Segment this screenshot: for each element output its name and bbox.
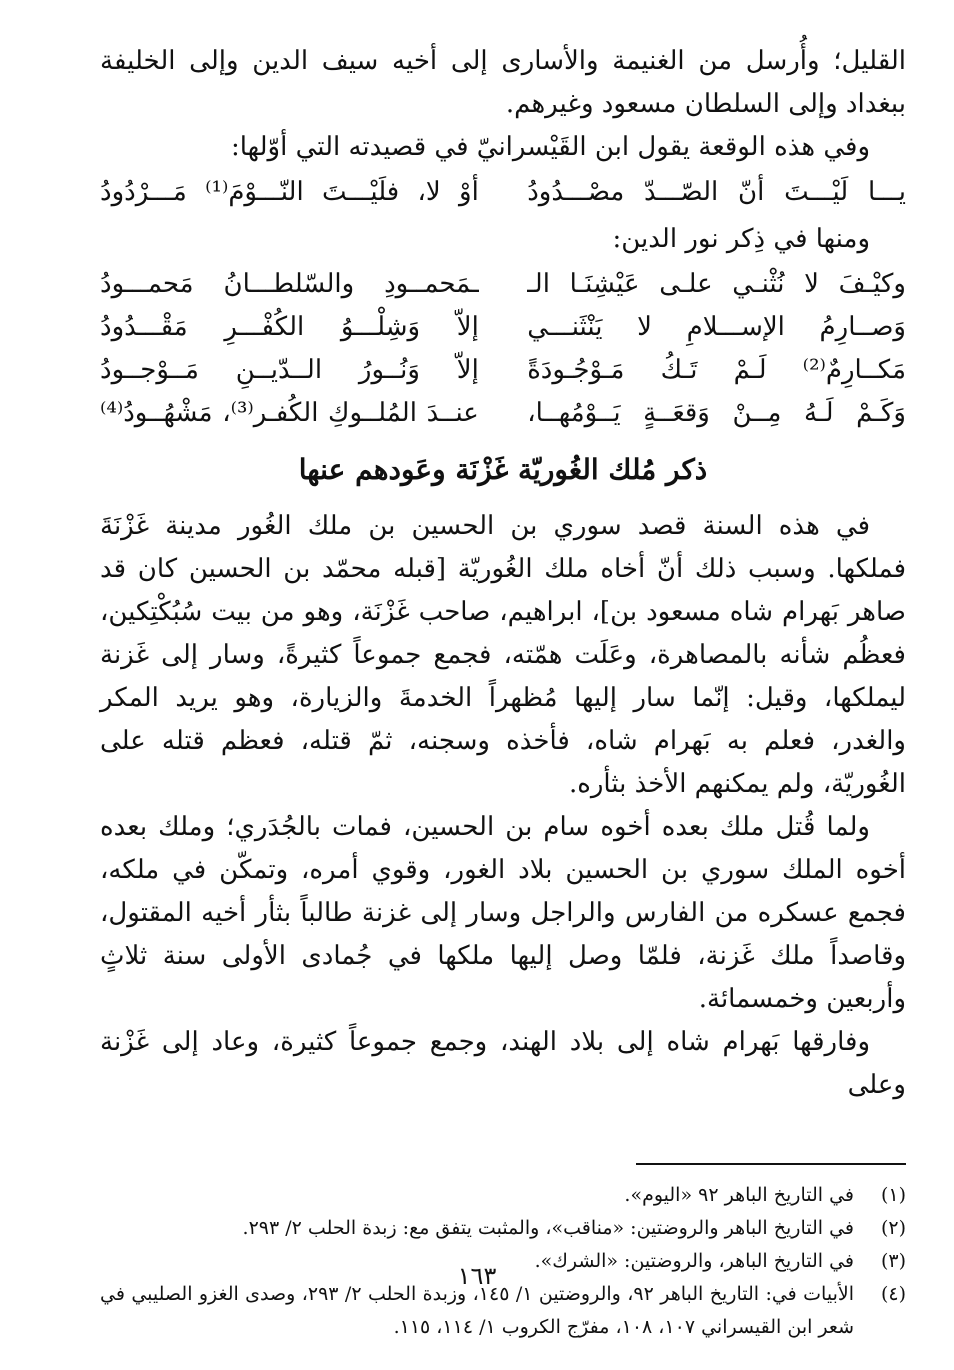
verse-line <box>100 306 906 349</box>
verse-hemistich-first: مَكــارِمٌ⁽²⁾ لَـمْ تَـكُ مَـوْجُـودَةً <box>527 355 906 385</box>
verse-hemistich-first: وَصــارِمُ الإســـلامِ لا يَنْثَنـــي <box>527 312 906 342</box>
verse-hemistich-second: أوْ لا، فلَيْـــتَ النّـــوْمَ⁽¹⁾ مَـــرْدُودُ <box>100 177 479 207</box>
page-number: ١٦٣ <box>457 1262 497 1290</box>
footnote-text: في التاريخ الباهر والروضتين: «مناقب»، والمثبت يتفق مع: زبدة الحلب ٢/ ٢٩٣. <box>242 1217 854 1239</box>
verse-line <box>100 171 906 214</box>
verse-hemistich-second: إلاّ وَشِلْـــوُ الكُفْـــرِ مَقْـــدُودُ <box>100 312 479 342</box>
verse-line <box>100 392 906 435</box>
footnote-text: في التاريخ الباهر ٩٢ «اليوم». <box>624 1184 854 1206</box>
paragraph-sam-and-suri: ولما قُتل ملك بعده أخوه سام بن الحسين، فمات بالجُدَري؛ وملك بعده أخوه الملك سوري بن الحسين بلاد الغور، وقوي أمره، وتمكّن في ملكه، فجمع عسكره من الفارس والراجل وسار إلى غزنة طالباً بثأر أخيه المقتول، وقاصداً ملك غَزنة، فلمّا وصل إليها ملكها في جُمادى الأولى سنة ثلاثٍ وأربعين وخمسمائة. <box>100 812 906 1014</box>
footnote-number: (٣) <box>880 1250 906 1272</box>
verse-hemistich-second: عنــدَ المُلــوكِ الكُفـر⁽³⁾، مَشْهُــودُ⁽⁴⁾ <box>100 398 479 428</box>
verse-hemistich-first: يـــا لَيْـــتَ أنّ الصّـــدّ مصْـــدُودُ <box>527 177 906 207</box>
verse-hemistich-first: وَكَـمْ لَـهُ مِــنْ وَقعَــةٍ يَــوْمُهــا، <box>527 398 906 428</box>
footnote-separator <box>636 1163 906 1165</box>
footnote-number: (١) <box>880 1184 906 1206</box>
verse-line <box>100 349 906 392</box>
footnote-number: (٢) <box>880 1217 906 1239</box>
poem-opening-verse <box>100 171 906 214</box>
paragraph-bahram-returns: وفارقها بَهرام شاه إلى بلاد الهند، وجمع جموعاً كثيرة، وعاد إلى غَزْنة وعلى <box>100 1027 906 1100</box>
paragraph-nur-al-din-intro: ومنها في ذِكر نور الدين: <box>612 224 870 254</box>
footnote-text: الأبيات في: التاريخ الباهر ٩٢، والروضتين ١/ ١٤٥، وزبدة الحلب ٢/ ٢٩٣، وصدى الغزو الصليبي في شعر ابن القيسراني ١٠٧، ١٠٨، مفرّج الكروب ١/ ١١٤، ١١٥. <box>100 1283 854 1338</box>
verse-hemistich-first: وكيْـفَ لا نُثْنـي علـى عَيْشِنَـا الـ <box>527 269 906 299</box>
verse-hemistich-second: ـمَحمــودِ والسّلطـــانُ مَحمـــودُ <box>100 269 479 299</box>
footnote-text: في التاريخ الباهر، والروضتين: «الشرك». <box>534 1250 854 1272</box>
footnote-number: (٤) <box>880 1283 906 1305</box>
footnote <box>100 1212 906 1245</box>
footnote <box>100 1179 906 1212</box>
poem-nur-al-din <box>100 263 906 435</box>
section-heading: ذكر مُلك الغُوريّة غَزْنَة وعَودهم عنها <box>298 453 708 486</box>
verse-line <box>100 263 906 306</box>
paragraph-opening: القليل؛ وأُرسل من الغنيمة والأسارى إلى أخيه سيف الدين وإلى الخليفة ببغداد وإلى السلطان مسعود وغيرهم. <box>100 46 906 119</box>
paragraph-ghaznah-conquest: في هذه السنة قصد سوري بن الحسين بن ملك الغُور مدينة غَزْنَةَ فملكها. وسبب ذلك أنّ أخاه ملك الغُوريّة [قبله محمّد بن الحسين كان قد صاهر بَهرام شاه مسعود بن]، ابراهيم، صاحب غَزْنَة، وهو من بيت سُبُكْتِكين، فعظُم شأنه بالمصاهرة، وعَلَت همّته، فجمع جموعاً كثيرةً، وسار إلى غَزنة ليملكها، وقيل: إنّما سار إليها مُظهراً الخدمةَ والزيارة، وهو يريد المكر والغدر، فعلم به بَهرام شاه، فأخذه وسجنه، ثمّ قتله، فعظم قتله على الغُوريّة، ولم يمكنهم الأخذ بثأره. <box>100 511 906 799</box>
verse-hemistich-second: إلاّ وَنُــورُ الــدّيــنِ مَــوْجــودُ <box>100 355 479 385</box>
paragraph-poem-intro: وفي هذه الوقعة يقول ابن القَيْسرانيّ في قصيدته التي أوّلها: <box>230 132 870 162</box>
